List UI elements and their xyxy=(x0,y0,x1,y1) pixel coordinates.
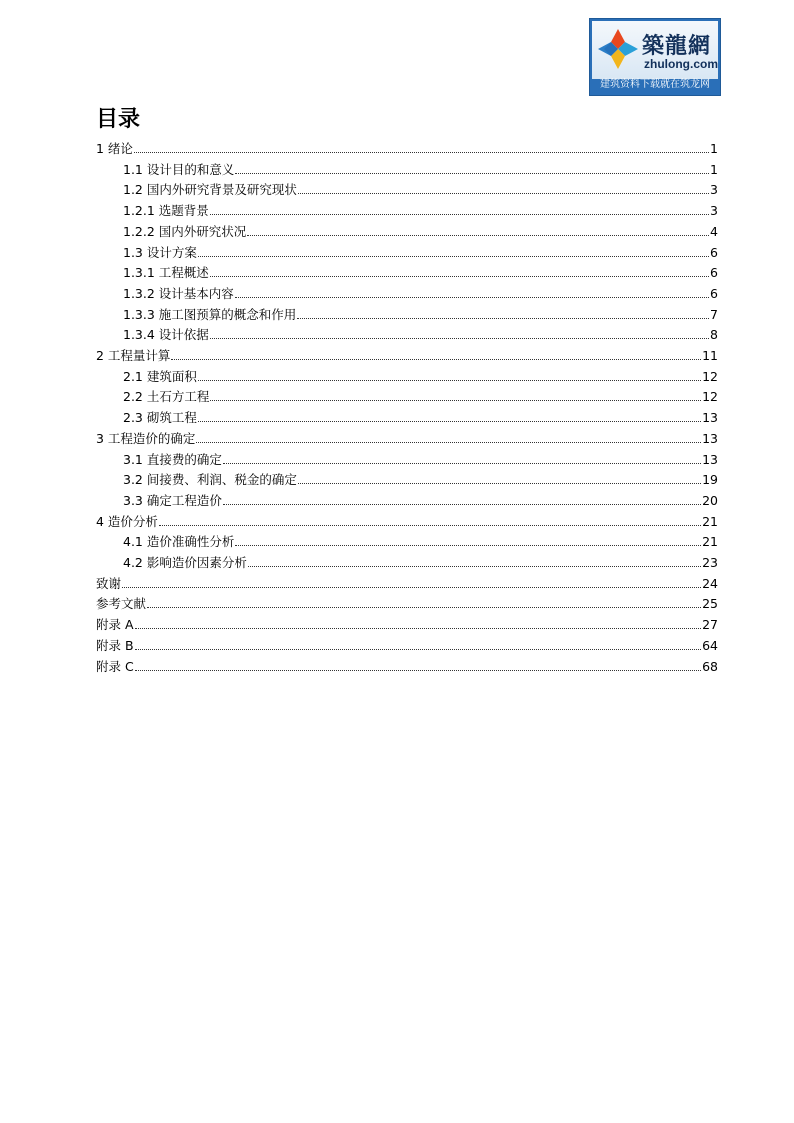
toc-entry[interactable] xyxy=(123,447,718,467)
toc-entry-page: 11 xyxy=(702,348,718,363)
logo-tagline: 建筑资料下载就在筑龙网 xyxy=(600,79,710,90)
diamond-mark-icon xyxy=(596,27,640,71)
toc-entry[interactable] xyxy=(96,509,718,529)
toc-entry-label: 2.3 砌筑工程 xyxy=(123,410,197,426)
toc-entry[interactable] xyxy=(96,591,718,611)
toc-leader-dots xyxy=(159,525,701,526)
zhulong-logo xyxy=(589,18,721,96)
toc-entry[interactable] xyxy=(123,364,718,384)
toc-leader-dots xyxy=(297,318,709,319)
toc-entry-page: 6 xyxy=(710,244,718,260)
toc-entry[interactable] xyxy=(123,550,718,570)
toc-entry[interactable] xyxy=(123,529,718,549)
toc-entry-page: 19 xyxy=(702,472,718,488)
toc-leader-dots xyxy=(210,338,709,339)
toc-entry[interactable] xyxy=(123,198,718,218)
toc-entry-page: 13 xyxy=(702,451,718,467)
toc-leader-dots xyxy=(248,566,701,567)
toc-entry-page: 6 xyxy=(710,265,718,281)
toc-entry-label: 3.3 确定工程造价 xyxy=(123,492,222,508)
toc-leader-dots xyxy=(198,421,701,422)
toc-leader-dots xyxy=(135,649,702,650)
toc-entry[interactable] xyxy=(123,260,718,280)
toc-leader-dots xyxy=(223,504,701,505)
toc-entry[interactable] xyxy=(96,571,718,591)
toc-leader-dots xyxy=(135,628,702,629)
toc-entry-page: 8 xyxy=(710,327,718,343)
toc-entry-page: 7 xyxy=(710,306,718,322)
toc-entry-page: 13 xyxy=(702,410,718,426)
toc-entry-page: 21 xyxy=(702,534,718,550)
toc-entry[interactable] xyxy=(96,343,718,363)
toc-entry[interactable] xyxy=(123,488,718,508)
toc-entry[interactable] xyxy=(123,405,718,425)
toc-entry[interactable] xyxy=(96,654,718,674)
toc-entry[interactable] xyxy=(123,219,718,239)
toc-entry-label: 1.3.2 设计基本内容 xyxy=(123,285,234,301)
toc-entry[interactable] xyxy=(96,426,718,446)
toc-entry-label: 3.2 间接费、利润、税金的确定 xyxy=(123,472,297,488)
toc-entry-label: 1 绪论 xyxy=(96,141,133,156)
toc-entry-page: 3 xyxy=(710,182,718,198)
toc-entry[interactable] xyxy=(96,612,718,632)
toc-entry-page: 24 xyxy=(702,575,718,591)
toc-entry-page: 68 xyxy=(702,658,718,674)
toc-entry-label: 3.1 直接费的确定 xyxy=(123,451,222,467)
toc-entry-label: 2 工程量计算 xyxy=(96,348,171,363)
toc-entry[interactable] xyxy=(96,633,718,653)
toc-leader-dots xyxy=(198,380,701,381)
toc-entry[interactable] xyxy=(96,136,718,156)
toc-leader-dots xyxy=(122,587,701,588)
toc-entry-label: 1.3 设计方案 xyxy=(123,244,197,260)
toc-entry[interactable] xyxy=(123,322,718,342)
toc-leader-dots xyxy=(235,297,709,298)
toc-entry-page: 13 xyxy=(702,430,718,446)
toc-entry-page: 6 xyxy=(710,285,718,301)
toc-leader-dots xyxy=(210,276,709,277)
toc-leader-dots xyxy=(196,442,701,443)
toc-entry-page: 20 xyxy=(702,492,718,508)
toc-leader-dots xyxy=(247,235,709,236)
toc-entry-label: 3 工程造价的确定 xyxy=(96,430,196,446)
toc-entry-label: 附录 B xyxy=(96,637,134,653)
toc-entry-label: 附录 A xyxy=(96,617,134,633)
toc-entry-label: 附录 C xyxy=(96,658,134,674)
toc-entry-label: 1.3.3 施工图预算的概念和作用 xyxy=(123,306,297,322)
toc-entry-page: 25 xyxy=(702,596,718,612)
toc-entry-label: 1.2.1 选题背景 xyxy=(123,203,209,219)
toc-entry-label: 2.2 土石方工程 xyxy=(123,389,210,405)
toc-entry-page: 3 xyxy=(710,203,718,219)
toc-leader-dots xyxy=(135,670,701,671)
toc-leader-dots xyxy=(171,359,701,360)
toc-entry-label: 1.2.2 国内外研究状况 xyxy=(123,223,247,239)
logo-name-cn: 築龍網 xyxy=(642,33,712,59)
logo-banner xyxy=(592,21,718,79)
toc-entry-label: 1.3.1 工程概述 xyxy=(123,265,209,281)
toc-entry[interactable] xyxy=(123,177,718,197)
toc-entry-page: 64 xyxy=(702,637,718,653)
toc-entry-label: 1.2 国内外研究背景及研究现状 xyxy=(123,182,297,198)
toc-leader-dots xyxy=(134,152,709,153)
toc-leader-dots xyxy=(235,173,709,174)
toc-entry-page: 12 xyxy=(702,368,718,384)
toc-entry-label: 致谢 xyxy=(96,575,122,591)
toc-entry[interactable] xyxy=(123,302,718,322)
toc-leader-dots xyxy=(235,545,701,546)
toc-entry-page: 21 xyxy=(702,513,718,529)
toc-leader-dots xyxy=(147,607,701,608)
toc-entry-page: 4 xyxy=(710,223,718,239)
toc-entry-page: 27 xyxy=(702,617,718,633)
toc-entry-label: 1.1 设计目的和意义 xyxy=(123,161,235,177)
toc-entry-page: 1 xyxy=(710,161,718,177)
toc-entry-label: 2.1 建筑面积 xyxy=(123,368,197,384)
toc-entry-label: 1.3.4 设计依据 xyxy=(123,327,209,343)
toc-leader-dots xyxy=(223,463,701,464)
toc-entry-page: 12 xyxy=(702,389,718,405)
toc-leader-dots xyxy=(298,483,701,484)
toc-entry-label: 4 造价分析 xyxy=(96,513,158,529)
toc-entry-label: 4.1 造价准确性分析 xyxy=(123,534,235,550)
toc-entry-page: 1 xyxy=(710,141,718,156)
logo-name-en: zhulong.com xyxy=(644,57,718,71)
toc-leader-dots xyxy=(298,193,709,194)
toc-entry-label: 参考文献 xyxy=(96,596,147,612)
toc-leader-dots xyxy=(198,256,709,257)
toc-leader-dots xyxy=(210,400,701,401)
toc-leader-dots xyxy=(210,214,709,215)
toc-entry[interactable] xyxy=(123,240,718,260)
toc-entry[interactable] xyxy=(123,281,718,301)
toc-entry[interactable] xyxy=(123,157,718,177)
toc-entry[interactable] xyxy=(123,467,718,487)
toc-entry[interactable] xyxy=(123,384,718,404)
toc-entry-page: 23 xyxy=(702,555,718,570)
toc-entry-label: 4.2 影响造价因素分析 xyxy=(123,555,247,570)
page-title: 目录 xyxy=(96,107,141,132)
